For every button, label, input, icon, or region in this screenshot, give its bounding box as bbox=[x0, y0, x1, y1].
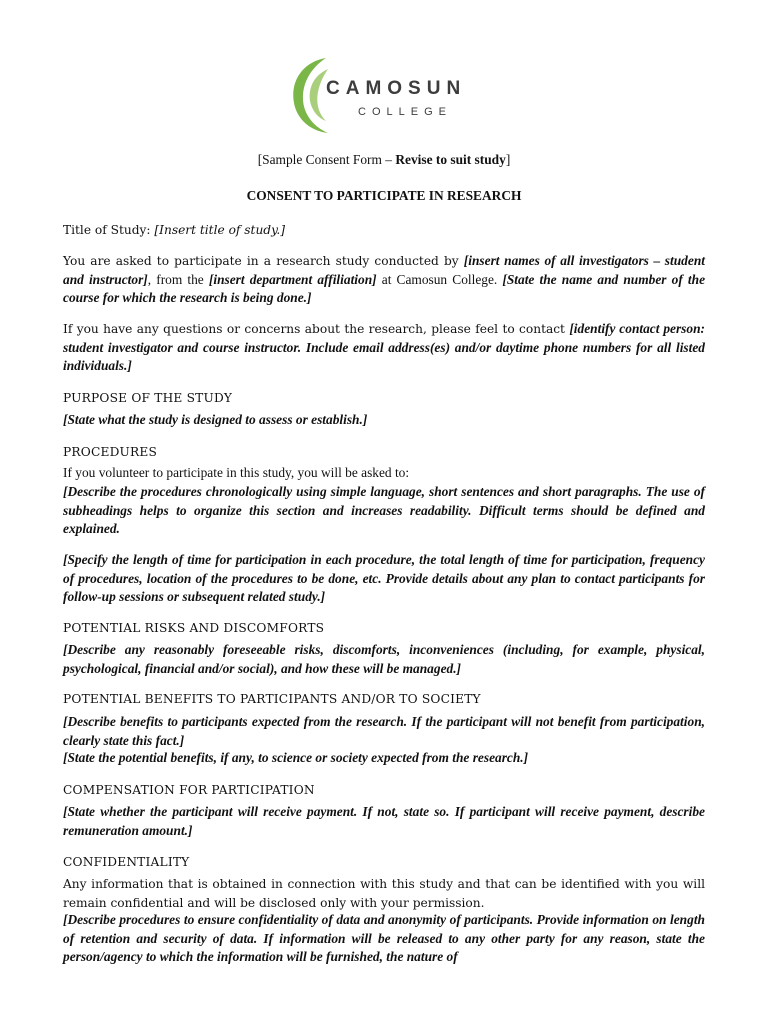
intro-paragraph: You are asked to participate in a research study conducted by [insert names of all investigators – student and instructor], from the [insert department affiliation] at Camosun College. [State the name and number of the course for which the research is being done.] bbox=[63, 253, 706, 305]
logo-wordmark: CAMOSUN bbox=[326, 78, 467, 99]
study-title: Title of Study: [Insert title of study.] bbox=[63, 223, 285, 237]
confidentiality-body-2: [Describe procedures to ensure confidentiality of data and anonymity of participants. Provide information on length of retention and security of data. If information will be released to any other party for any reason, state the person/agency to which the information will be furnished, the nature of bbox=[63, 912, 705, 964]
procedures-body-2: [Specify the length of time for participation in each procedure, the total length of time for participation, frequency of procedures, location of the procedures to be done, etc. Provide details about any plan to contact participants for follow-up sessions or subsequent related study.] bbox=[63, 552, 705, 604]
procedures-body-1: [Describe the procedures chronologically using simple language, short sentences and short paragraphs. The use of subheadings helps to organize this section and increases readability. Difficult terms should be defined and explained. bbox=[63, 484, 705, 536]
confidentiality-body: Any information that is obtained in connection with this study and that can be identified with you will remain confidential and will be disclosed only with your permission. bbox=[63, 877, 705, 910]
risks-body: [Describe any reasonably foreseeable risks, discomforts, inconveniences (including, for example, physical, psychological, financial and/or social), and how these will be managed.] bbox=[63, 642, 705, 676]
section-heading-risks: POTENTIAL RISKS AND DISCOMFORTS bbox=[63, 621, 325, 635]
contact-paragraph: If you have any questions or concerns about the research, please feel to contact [identify contact person: student investigator and course instructor. Include email address(es) and/or daytime phone numbers for all listed individuals.] bbox=[63, 321, 705, 373]
page-title: CONSENT TO PARTICIPATE IN RESEARCH bbox=[246, 188, 522, 203]
section-heading-benefits: POTENTIAL BENEFITS TO PARTICIPANTS AND/OR TO SOCIETY bbox=[63, 692, 481, 706]
section-heading-confidentiality: CONFIDENTIALITY bbox=[63, 855, 190, 869]
compensation-body: [State whether the participant will receive payment. If not, state so. If participant will receive payment, describe remuneration amount.] bbox=[63, 804, 705, 838]
section-heading-purpose: PURPOSE OF THE STUDY bbox=[63, 391, 233, 405]
sample-form-note: [Sample Consent Form – Revise to suit study] bbox=[257, 152, 511, 167]
benefits-body-2: [State the potential benefits, if any, to science or society expected from the research.] bbox=[63, 750, 529, 765]
section-heading-procedures: PROCEDURES bbox=[63, 445, 158, 459]
section-heading-compensation: COMPENSATION FOR PARTICIPATION bbox=[63, 783, 315, 797]
procedures-intro: If you volunteer to participate in this study, you will be asked to: bbox=[63, 465, 410, 480]
camosun-college-logo bbox=[288, 55, 488, 137]
logo-subtitle: COLLEGE bbox=[358, 106, 452, 118]
benefits-body-1: [Describe benefits to participants expected from the research. If the participant will not benefit from participation, clearly state this fact.] bbox=[63, 714, 705, 748]
purpose-body: [State what the study is designed to assess or establish.] bbox=[63, 412, 368, 427]
